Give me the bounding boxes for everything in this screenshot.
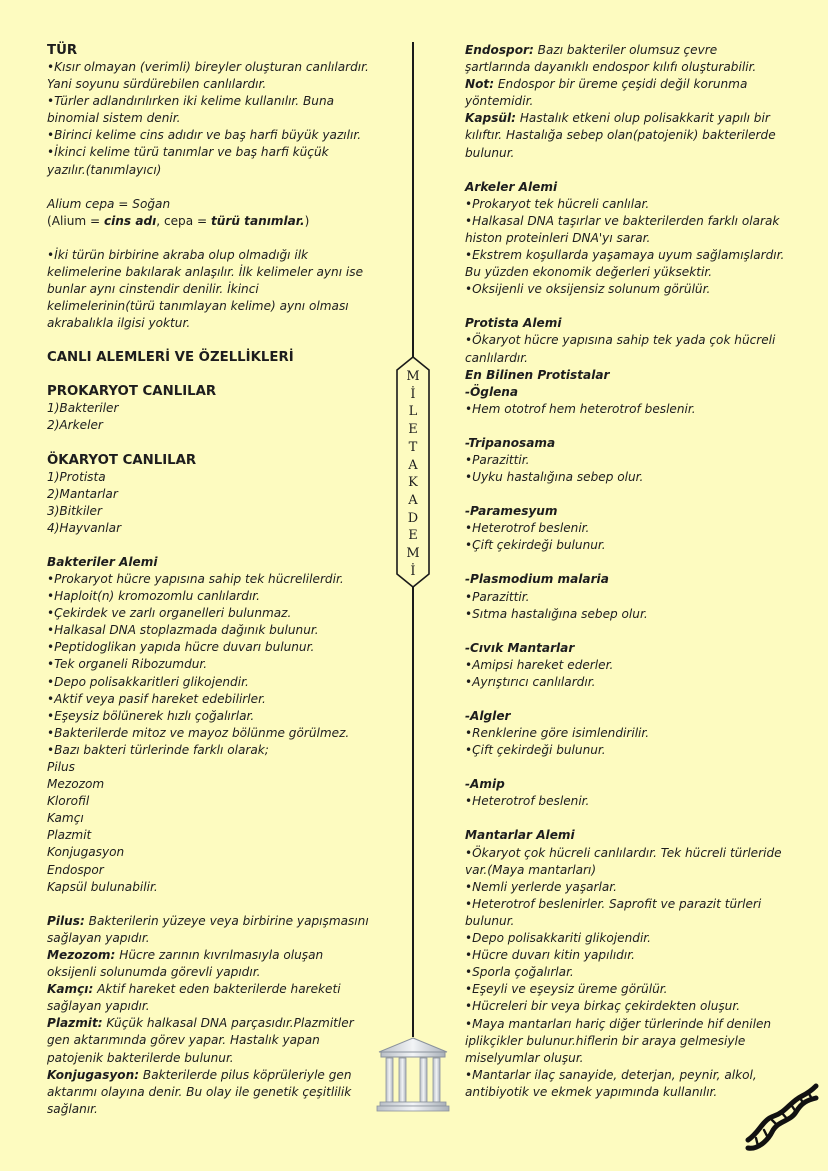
- eukaryote-item: 4)Hayvanlar: [47, 520, 122, 535]
- definition-term: Endospor:: [465, 43, 534, 57]
- fungi-item: •Eşeyli ve eşeysiz üreme görülür.: [465, 982, 668, 997]
- example-explanation: (Alium = cins adı, cepa = türü tanımlar.): [47, 213, 310, 228]
- definition: Konjugasyon: Bakterilerde pilus köprüleriyle gen aktarımı olayına denir. Bu olay ile genetik çeşitlilik sağlanır.: [47, 1067, 352, 1116]
- protist-item: •Uyku hastalığına sebep olur.: [465, 470, 644, 485]
- prokaryote-title: PROKARYOT CANLILAR: [47, 384, 217, 400]
- definition: Plazmit: Küçük halkasal DNA parçasıdır.Plazmitler gen aktarımında görev yapar. Hastalık yapan patojenik bakterilerde bulunur.: [47, 1016, 354, 1065]
- bacteria-item: •Bakterilerde mitoz ve mayoz bölünme görülmez.: [47, 725, 350, 740]
- kingdoms-title: CANLI ALEMLERİ VE ÖZELLİKLERİ: [47, 350, 294, 366]
- bacteria-item: •Bazı bakteri türlerinde farklı olarak;: [47, 742, 269, 757]
- protist-item: •Parazittir.: [465, 452, 530, 467]
- definition: Pilus: Bakterilerin yüzeye veya birbirine yapışmasını sağlayan yapıdır.: [47, 913, 369, 945]
- fungi-item: •Maya mantarları hariç diğer türlerinde hif denilen iplikçikler bulunur.hiflerin bir araya gelmesiyle miselyumlar oluşur.: [465, 1016, 772, 1065]
- protist-name: -Plasmodium malaria: [465, 572, 609, 587]
- fungi-item: •Ökaryot çok hücreli canlılardır. Tek hücreli türleride var.(Maya mantarları): [465, 845, 782, 877]
- plaque-letter: A: [408, 492, 418, 508]
- definition-term: Pilus:: [47, 913, 85, 928]
- bacteria-item: •Tek organeli Ribozumdur.: [47, 657, 208, 672]
- structure-item: Mezozom: [47, 777, 105, 792]
- bacteria-title: Bakteriler Alemi: [47, 554, 158, 569]
- fungi-item: •Depo polisakkariti glikojendir.: [465, 931, 652, 946]
- definition-term: Plazmit:: [47, 1016, 103, 1031]
- bacteria-item: •Depo polisakkaritleri glikojendir.: [47, 674, 249, 689]
- plaque-letter: E: [408, 422, 418, 438]
- plaque-letter: D: [407, 510, 419, 526]
- definition: Mezozom: Hücre zarının kıvrılmasıyla oluşan oksijenli solunumda görevli yapıdır.: [47, 947, 324, 980]
- plaque-letter: İ: [410, 563, 416, 579]
- eukaryote-item: 2)Mantarlar: [47, 486, 118, 501]
- species-bold: türü tanımlar.: [210, 213, 305, 228]
- prokaryote-item: 2)Arkeler: [47, 418, 103, 433]
- protist-name: -Amip: [465, 777, 505, 792]
- protista-intro: •Ökaryot hücre yapısına sahip tek yada çok hücreli canlılardır.: [465, 333, 776, 365]
- fungi-item: •Mantarlar ilaç sanayide, deterjan, peynir, alkol, antibiyotik ve ekmek yapımında kullanılır.: [465, 1067, 757, 1099]
- plaque-letters: [396, 368, 430, 580]
- relation-paragraph: •İki türün birbirine akraba olup olmadığı ilk kelimelerine bakılarak anlaşılır. İlk kelimeler aynı ise bunlar aynı cinstendir denilir. İkinci kelimelerinin(türü tanımlayan kelime) aynı olması akrabalıkla ilgisi yoktur.: [47, 247, 364, 331]
- definition-term: Mezozom:: [47, 947, 116, 962]
- eukaryote-item: 3)Bitkiler: [47, 503, 102, 518]
- temple-icon: [376, 1036, 450, 1112]
- definition-term: Konjugasyon:: [47, 1067, 140, 1082]
- plaque-letter: M: [406, 546, 420, 562]
- protist-item: •Renklerine göre isimlendirilir.: [465, 726, 650, 741]
- fungi-item: •Heterotrof beslenirler. Saprofit ve parazit türleri bulunur.: [465, 896, 762, 928]
- bacteria-item: •Prokaryot hücre yapısına sahip tek hücrelilerdir.: [47, 571, 344, 586]
- definition: Not: Endospor bir üreme çeşidi değil korunma yöntemidir.: [465, 77, 748, 109]
- protist-item: •Sıtma hastalığına sebep olur.: [465, 606, 648, 621]
- fungi-item: •Hücreleri bir veya birkaç çekirdekten oluşur.: [465, 999, 741, 1014]
- left-column: [47, 42, 369, 1118]
- fungi-title: Mantarlar Alemi: [465, 828, 575, 843]
- plaque-letter: E: [408, 528, 418, 544]
- definition-term: Kamçı:: [47, 982, 94, 997]
- eukaryote-title: ÖKARYOT CANLILAR: [47, 452, 197, 468]
- definition: Kapsül: Hastalık etkeni olup polisakkarit yapılı bir kılıftır. Hastalığa sebep olan(patojenik) bakterilerde bulunur.: [465, 111, 776, 160]
- plaque-letter: T: [408, 439, 418, 455]
- tur-line: •Birinci kelime cins adıdır ve baş harfi büyük yazılır.: [47, 128, 362, 143]
- protist-name: -Öglena: [465, 384, 519, 399]
- fungi-item: •Sporla çoğalırlar.: [465, 965, 574, 980]
- definition-term: Kapsül:: [465, 111, 516, 126]
- protist-name: -Algler: [465, 709, 511, 723]
- protist-name: -Paramesyum: [465, 504, 558, 519]
- plaque-letter: K: [408, 475, 418, 491]
- plaque-letter: M: [406, 369, 420, 384]
- known-protists-title: En Bilinen Protistalar: [465, 367, 610, 382]
- bacteria-item: •Çekirdek ve zarlı organelleri bulunmaz.: [47, 606, 292, 621]
- plaque-letter: L: [408, 404, 418, 420]
- protista-title: Protista Alemi: [465, 316, 562, 331]
- genus-bold: cins adı: [103, 213, 157, 228]
- bacteria-item: •Eşeysiz bölünerek hızlı çoğalırlar.: [47, 708, 255, 723]
- structure-item: Kamçı: [47, 811, 84, 826]
- archaea-item: •Ekstrem koşullarda yaşamaya uyum sağlamışlardır. Bu yüzden ekonomik değerleri yüksektir.: [465, 248, 785, 280]
- structure-item: Plazmit: [47, 828, 92, 843]
- tur-line: •İkinci kelime türü tanımlar ve baş harfi küçük yazılır.(tanımlayıcı): [47, 145, 329, 177]
- structure-item: Konjugasyon: [47, 845, 125, 860]
- definition: Endospor: Bazı bakteriler olumsuz çevre şartlarında dayanıklı endospor kılıfı oluşturabilir.: [465, 43, 757, 75]
- plaque-letter: İ: [410, 386, 416, 402]
- structure-item: Pilus: [47, 760, 75, 774]
- protist-item: •Hem ototrof hem heterotrof beslenir.: [465, 401, 696, 416]
- protist-name: -Tripanosama: [465, 435, 556, 450]
- fungi-item: •Nemli yerlerde yaşarlar.: [465, 879, 617, 894]
- archaea-item: •Prokaryot tek hücreli canlılar.: [465, 196, 650, 211]
- protist-item: •Parazittir.: [465, 589, 530, 604]
- protist-name: -Cıvık Mantarlar: [465, 640, 575, 655]
- bacteria-item: •Peptidoglikan yapıda hücre duvarı bulunur.: [47, 640, 315, 655]
- bacteria-item: •Halkasal DNA stoplazmada dağınık bulunur.: [47, 623, 319, 638]
- protist-item: •Heterotrof beslenir.: [465, 794, 590, 809]
- tur-title: TÜR: [47, 43, 78, 58]
- structure-item: Klorofil: [47, 794, 90, 809]
- protist-item: •Çift çekirdeği bulunur.: [465, 538, 606, 553]
- protist-item: •Ayrıştırıcı canlılardır.: [465, 674, 596, 689]
- protist-item: •Çift çekirdeği bulunur.: [465, 743, 606, 758]
- tur-line: •Türler adlandırılırken iki kelime kullanılır. Buna binomial sistem denir.: [47, 94, 335, 126]
- definition-term: Not:: [465, 77, 495, 92]
- archaea-item: •Halkasal DNA taşırlar ve bakterilerden farklı olarak histon proteinleri DNA'yı sarar.: [465, 213, 780, 245]
- dna-icon: [742, 1080, 820, 1152]
- protist-item: •Amipsi hareket ederler.: [465, 657, 614, 672]
- right-column: [465, 42, 785, 1101]
- eukaryote-item: 1)Protista: [47, 469, 106, 484]
- structure-item: Endospor: [47, 862, 104, 877]
- bacteria-item: •Haploit(n) kromozomlu canlılardır.: [47, 589, 261, 604]
- plaque-letter: A: [408, 457, 418, 473]
- prokaryote-item: 1)Bakteriler: [47, 401, 119, 416]
- protist-item: •Heterotrof beslenir.: [465, 521, 590, 536]
- bacteria-item: •Aktif veya pasif hareket edebilirler.: [47, 691, 266, 706]
- example-line: Alium cepa = Soğan: [47, 196, 171, 211]
- archaea-item: •Oksijenli ve oksijensiz solunum görülür.: [465, 282, 711, 297]
- fungi-item: •Hücre duvarı kitin yapılıdır.: [465, 948, 635, 963]
- archaea-title: Arkeler Alemi: [465, 179, 558, 194]
- structure-item: Kapsül bulunabilir.: [47, 879, 158, 894]
- definition: Kamçı: Aktif hareket eden bakterilerde hareketi sağlayan yapıdır.: [47, 982, 341, 1014]
- tur-line: •Kısır olmayan (verimli) bireyler oluşturan canlılardır. Yani soyunu sürdürebilen canlılardır.: [47, 60, 369, 92]
